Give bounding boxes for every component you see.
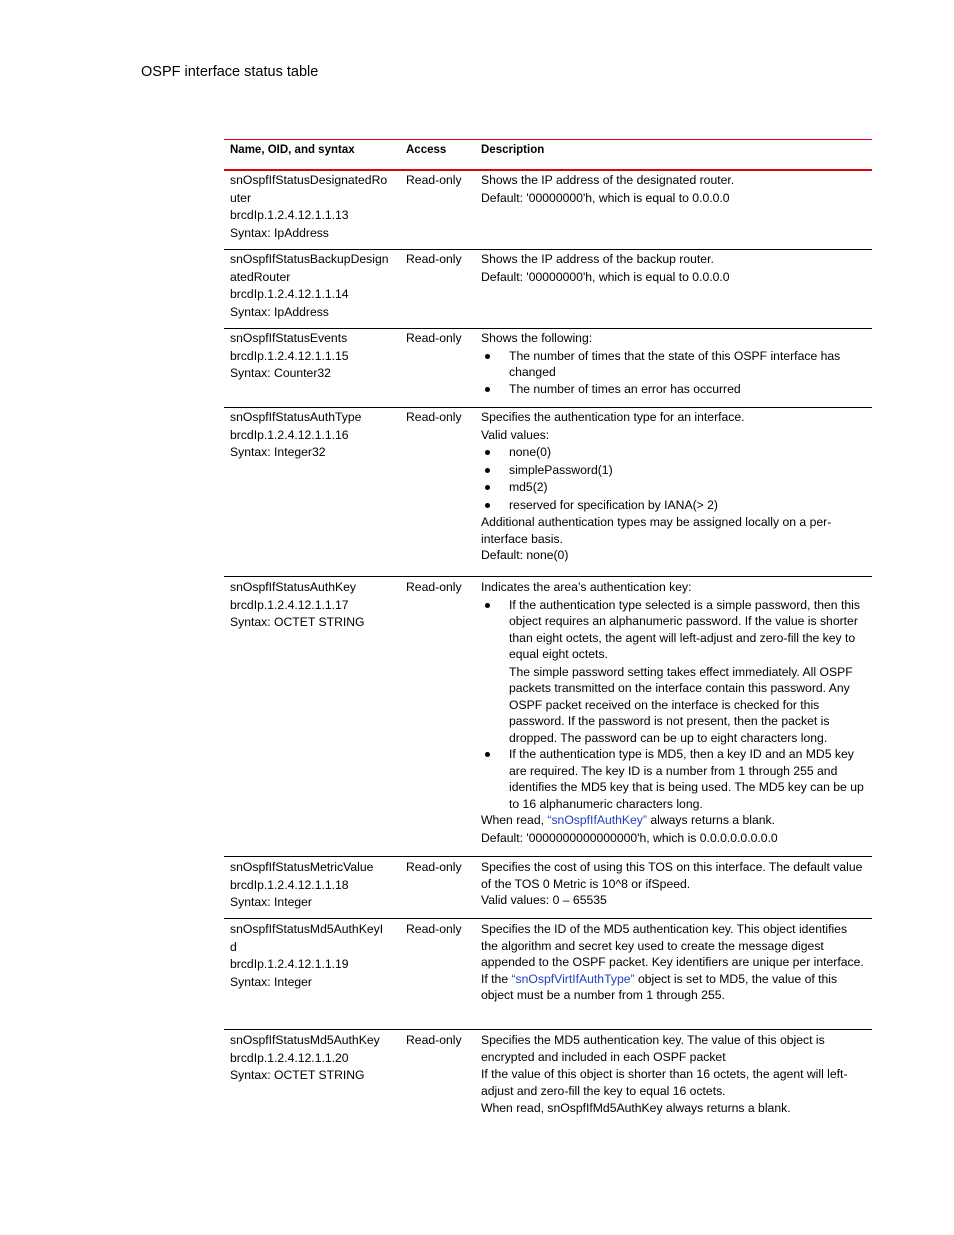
table-row bbox=[224, 329, 872, 408]
description-cell bbox=[475, 329, 872, 407]
object-name-cell bbox=[224, 171, 400, 249]
bullet-item: md5(2) bbox=[481, 479, 866, 497]
object-name-cell bbox=[224, 857, 400, 918]
description-text: Indicates the area’s authentication key: bbox=[481, 580, 692, 594]
access-cell: Read-only bbox=[406, 410, 462, 424]
description-cell bbox=[475, 408, 872, 576]
description-text: When read, snOspfIfMd5AuthKey always returns a blank. bbox=[481, 1101, 791, 1115]
valid-values-label: Valid values: bbox=[481, 427, 550, 442]
description-cell bbox=[475, 171, 872, 249]
description-cell bbox=[475, 577, 872, 856]
bullet-item: The number of times an error has occurred bbox=[481, 381, 866, 398]
object-oid: brcdIp.1.2.4.12.1.1.15 bbox=[230, 348, 349, 363]
description-text bbox=[481, 812, 866, 830]
description-cell bbox=[475, 250, 872, 328]
table-row bbox=[224, 577, 872, 857]
access-cell: Read-only bbox=[406, 331, 462, 345]
object-name: snOspfIfStatusDesignatedRo bbox=[230, 173, 388, 187]
object-oid: brcdIp.1.2.4.12.1.1.18 bbox=[230, 877, 349, 892]
access-cell: Read-only bbox=[406, 252, 462, 266]
description-cell bbox=[475, 919, 872, 1029]
bullet-text: If the authentication type selected is a simple password, then this object requires an alphanumeric password. If the value is shorter than eight octets, the agent will left-adjust and zero-fill the key to equal eight octets. bbox=[509, 597, 860, 661]
object-syntax: Syntax: Integer32 bbox=[230, 445, 326, 459]
text-fragment: If the bbox=[481, 971, 512, 986]
default-value-text: Default: '00000000'h, which is equal to 0.0.0.0 bbox=[481, 190, 730, 205]
text-fragment: object is set to MD5, the value of this object must be a number from 1 through 255. bbox=[481, 971, 838, 1002]
object-syntax: Syntax: Integer bbox=[230, 895, 312, 909]
default-value-text: Default: none(0) bbox=[481, 548, 569, 562]
bullet-item: The number of times that the state of this OSPF interface has changed bbox=[481, 348, 866, 381]
bullet-list bbox=[481, 597, 866, 813]
table-header-row bbox=[224, 140, 872, 171]
description-text: Shows the following: bbox=[481, 331, 593, 345]
object-name: snOspfIfStatusEvents bbox=[230, 331, 348, 345]
access-cell: Read-only bbox=[406, 173, 462, 187]
object-name: snOspfIfStatusAuthType bbox=[230, 410, 362, 424]
object-name: snOspfIfStatusMd5AuthKeyI bbox=[230, 922, 384, 936]
column-header-description: Description bbox=[481, 144, 545, 156]
default-value-text: Default: '0000000000000000'h, which is 0.0.0.0.0.0.0.0 bbox=[481, 830, 778, 845]
bullet-item: If the authentication type is MD5, then a key ID and an MD5 key are required. The key ID is a number from 1 through 255 and identifies the MD5 key that is being used. The MD5 key can be up to 16 alphanumeric characters long. bbox=[481, 746, 866, 812]
bullet-item bbox=[481, 597, 866, 747]
object-name-cell bbox=[224, 1030, 400, 1120]
description-text: Specifies the ID of the MD5 authentication key. This object identifies the algorithm and secret key used to create the message digest appended to the OSPF packet. Key identifiers are unique per interface. bbox=[481, 922, 864, 969]
object-name: snOspfIfStatusBackupDesign bbox=[230, 252, 389, 266]
object-syntax: Syntax: Counter32 bbox=[230, 366, 331, 380]
description-cell bbox=[475, 1030, 872, 1120]
table-row bbox=[224, 919, 872, 1030]
text-fragment: When read, bbox=[481, 813, 548, 827]
bullet-item: reserved for specification by IANA(> 2) bbox=[481, 497, 866, 515]
table-row bbox=[224, 171, 872, 250]
column-header-name: Name, OID, and syntax bbox=[230, 144, 355, 156]
description-text: Specifies the MD5 authentication key. The value of this object is encrypted and included in each OSPF packet bbox=[481, 1033, 825, 1064]
description-text: Shows the IP address of the backup router. bbox=[481, 252, 714, 266]
object-oid: brcdIp.1.2.4.12.1.1.14 bbox=[230, 287, 349, 301]
description-cell bbox=[475, 857, 872, 918]
running-header: OSPF interface status table bbox=[141, 64, 319, 80]
object-name-continued: d bbox=[230, 939, 237, 954]
object-name-continued: atedRouter bbox=[230, 269, 291, 284]
object-syntax: Syntax: IpAddress bbox=[230, 304, 329, 319]
object-syntax: Syntax: Integer bbox=[230, 974, 312, 989]
access-cell: Read-only bbox=[406, 580, 462, 594]
valid-values-text: Valid values: 0 – 65535 bbox=[481, 893, 607, 907]
cross-reference-link[interactable]: “snOspfVirtIfAuthType” bbox=[511, 971, 635, 986]
table-row bbox=[224, 408, 872, 577]
column-header-access: Access bbox=[406, 144, 447, 156]
object-oid: brcdIp.1.2.4.12.1.1.19 bbox=[230, 957, 349, 971]
object-name: snOspfIfStatusMetricValue bbox=[230, 860, 374, 874]
description-text: Additional authentication types may be assigned locally on a per-interface basis. bbox=[481, 515, 832, 546]
bullet-list bbox=[481, 348, 866, 398]
bullet-item: simplePassword(1) bbox=[481, 462, 866, 480]
object-name-cell bbox=[224, 250, 400, 328]
object-name-continued: uter bbox=[230, 190, 252, 205]
object-name-cell bbox=[224, 408, 400, 576]
object-syntax: Syntax: OCTET STRING bbox=[230, 1068, 365, 1082]
object-syntax: Syntax: OCTET STRING bbox=[230, 615, 365, 629]
text-fragment: always returns a blank. bbox=[646, 813, 775, 827]
object-name: snOspfIfStatusAuthKey bbox=[230, 580, 357, 594]
description-text: Shows the IP address of the designated router. bbox=[481, 173, 735, 187]
bullet-subparagraph: The simple password setting takes effect immediately. All OSPF packets transmitted on the interface contain this password. Any OSPF packet received on the interface is checked for this password. If the password is not present, then the packet is dropped. The password can be up to eight characters long. bbox=[509, 664, 853, 745]
default-value-text: Default: '00000000'h, which is equal to 0.0.0.0 bbox=[481, 269, 730, 284]
object-name-cell bbox=[224, 919, 400, 1029]
bullet-list bbox=[481, 444, 866, 514]
table-row bbox=[224, 1030, 872, 1120]
access-cell: Read-only bbox=[406, 922, 462, 936]
object-name-cell bbox=[224, 577, 400, 856]
description-text: If the value of this object is shorter than 16 octets, the agent will left-adjust and zero-fill the key to equal 16 octets. bbox=[481, 1067, 848, 1098]
object-oid: brcdIp.1.2.4.12.1.1.16 bbox=[230, 427, 349, 442]
object-name-cell bbox=[224, 329, 400, 407]
ospf-interface-status-table bbox=[224, 139, 872, 1120]
description-text: Specifies the cost of using this TOS on this interface. The default value of the TOS 0 Metric is 10^8 or ifSpeed. bbox=[481, 860, 863, 891]
table-row bbox=[224, 250, 872, 329]
description-text: Specifies the authentication type for an interface. bbox=[481, 410, 745, 424]
access-cell: Read-only bbox=[406, 860, 462, 874]
object-name: snOspfIfStatusMd5AuthKey bbox=[230, 1033, 380, 1047]
bullet-item: none(0) bbox=[481, 444, 866, 462]
cross-reference-link[interactable]: “snOspfIfAuthKey” bbox=[547, 813, 647, 827]
description-text bbox=[481, 971, 866, 1004]
object-oid: brcdIp.1.2.4.12.1.1.17 bbox=[230, 597, 349, 612]
object-oid: brcdIp.1.2.4.12.1.1.13 bbox=[230, 208, 349, 222]
table-row bbox=[224, 857, 872, 919]
object-oid: brcdIp.1.2.4.12.1.1.20 bbox=[230, 1050, 349, 1065]
access-cell: Read-only bbox=[406, 1033, 462, 1047]
object-syntax: Syntax: IpAddress bbox=[230, 225, 329, 240]
